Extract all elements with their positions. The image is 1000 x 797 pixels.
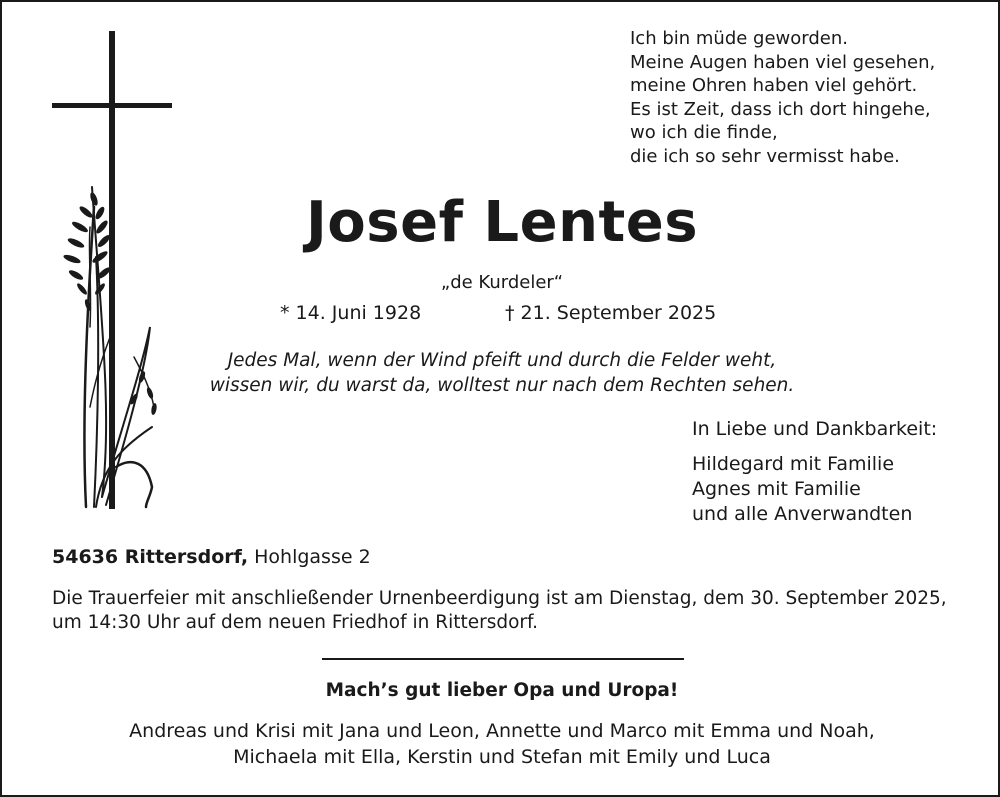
mourners-intro: In Liebe und Dankbarkeit:	[692, 418, 938, 440]
divider	[322, 658, 684, 660]
poem-line: meine Ohren haben viel gehört.	[630, 75, 918, 97]
mourner-name: Agnes mit Familie	[692, 478, 861, 500]
address	[52, 546, 371, 568]
birth-date: * 14. Juni 1928	[280, 302, 422, 324]
poem-line: Es ist Zeit, dass ich dort hingehe,	[630, 98, 931, 120]
service-line: um 14:30 Uhr auf dem neuen Friedhof in Rittersdorf.	[52, 612, 539, 633]
mourner-name: Hildegard mit Familie	[692, 453, 895, 475]
poem-line: Ich bin müde geworden.	[630, 28, 849, 49]
poem-line: wo ich die finde,	[630, 122, 778, 144]
address-street: Hohlgasse 2	[254, 546, 371, 568]
service-line: Die Trauerfeier mit anschließender Urnenbeerdigung ist am Dienstag, dem 30. September 2025,	[52, 588, 947, 609]
mourner-name: und alle Anverwandten	[692, 503, 913, 525]
grandchildren	[2, 718, 1000, 770]
verse-line: Jedes Mal, wenn der Wind pfeift und durch die Felder weht,	[227, 350, 777, 371]
address-city: 54636 Rittersdorf,	[52, 546, 249, 568]
deceased-name: Josef Lentes	[305, 190, 699, 255]
farewell-heading: Mach’s gut lieber Opa und Uropa!	[325, 680, 679, 701]
service-info	[52, 587, 947, 635]
poem	[630, 27, 935, 169]
grandchildren-line: Michaela mit Ella, Kerstin und Stefan mit Emily und Luca	[233, 746, 771, 768]
mourners-list	[692, 452, 912, 527]
memorial-verse	[2, 348, 1000, 398]
death-date: † 21. September 2025	[505, 302, 717, 324]
poem-line: Meine Augen haben viel gesehen,	[630, 51, 936, 73]
verse-line: wissen wir, du warst da, wolltest nur nach dem Rechten sehen.	[209, 375, 795, 396]
grandchildren-line: Andreas und Krisi mit Jana und Leon, Annette und Marco mit Emma und Noah,	[129, 720, 875, 742]
poem-line: die ich so sehr vermisst habe.	[630, 145, 900, 167]
deceased-nickname: „de Kurdeler“	[440, 272, 564, 293]
